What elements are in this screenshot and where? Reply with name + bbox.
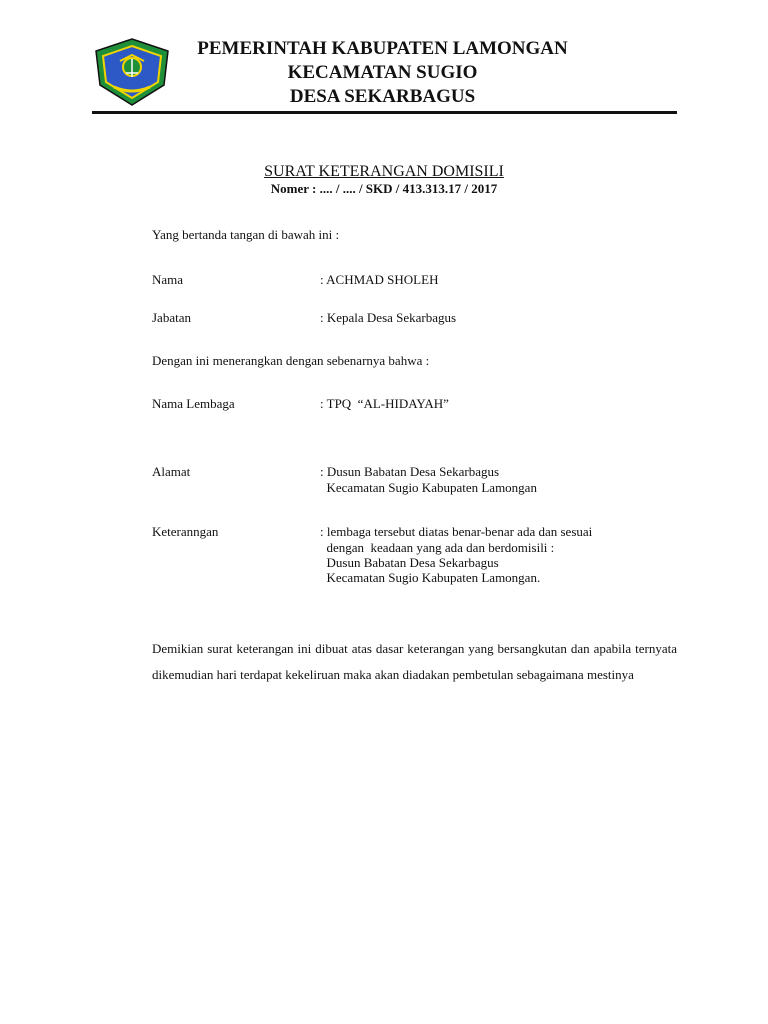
letterhead-divider [92,111,677,114]
institution-name-label: Nama Lembaga [152,396,235,411]
letter-number: Nomer : .... / .... / SKD / 413.313.17 / 2017 [270,181,498,196]
remarks-line: Kecamatan Sugio Kabupaten Lamongan. [320,570,541,585]
letterhead-line-3: DESA SEKARBAGUS [289,86,476,107]
signer-position-value: : Kepala Desa Sekarbagus [320,310,457,325]
address-line: Kecamatan Sugio Kabupaten Lamongan [320,480,537,495]
remarks-line: dengan keadaan yang ada dan berdomisili : [320,540,555,555]
lamongan-emblem-icon [92,37,172,107]
remarks-label: Keteranngan [152,524,219,539]
letterhead-line-1: PEMERINTAH KABUPATEN LAMONGAN [197,38,568,59]
letterhead [170,37,595,109]
address-line: : Dusun Babatan Desa Sekarbagus [320,464,500,479]
remarks-line: Dusun Babatan Desa Sekarbagus [320,555,499,570]
closing-paragraph: Demikian surat keterangan ini dibuat atas dasar keterangan yang bersangkutan dan apabila ternyata dikemudian hari terdapat kekeliruan maka akan diadakan pembetulan sebagaimana mestinya [152,641,677,682]
institution-name-value: : TPQ “AL-HIDAYAH” [320,396,449,411]
remarks-line: : lembaga tersebut diatas benar-benar ada dan sesuai [320,524,593,539]
letter-title: SURAT KETERANGAN DOMISILI [264,163,504,180]
letterhead-line-2: KECAMATAN SUGIO [287,62,478,83]
signer-position-label: Jabatan [152,310,191,325]
signer-name-label: Nama [152,272,184,287]
signer-name-value: : ACHMAD SHOLEH [320,272,439,287]
intro-text: Yang bertanda tangan di bawah ini : [152,227,340,242]
address-label: Alamat [152,464,191,479]
letter-title-block [150,163,618,196]
statement-text: Dengan ini menerangkan dengan sebenarnya bahwa : [152,353,430,368]
